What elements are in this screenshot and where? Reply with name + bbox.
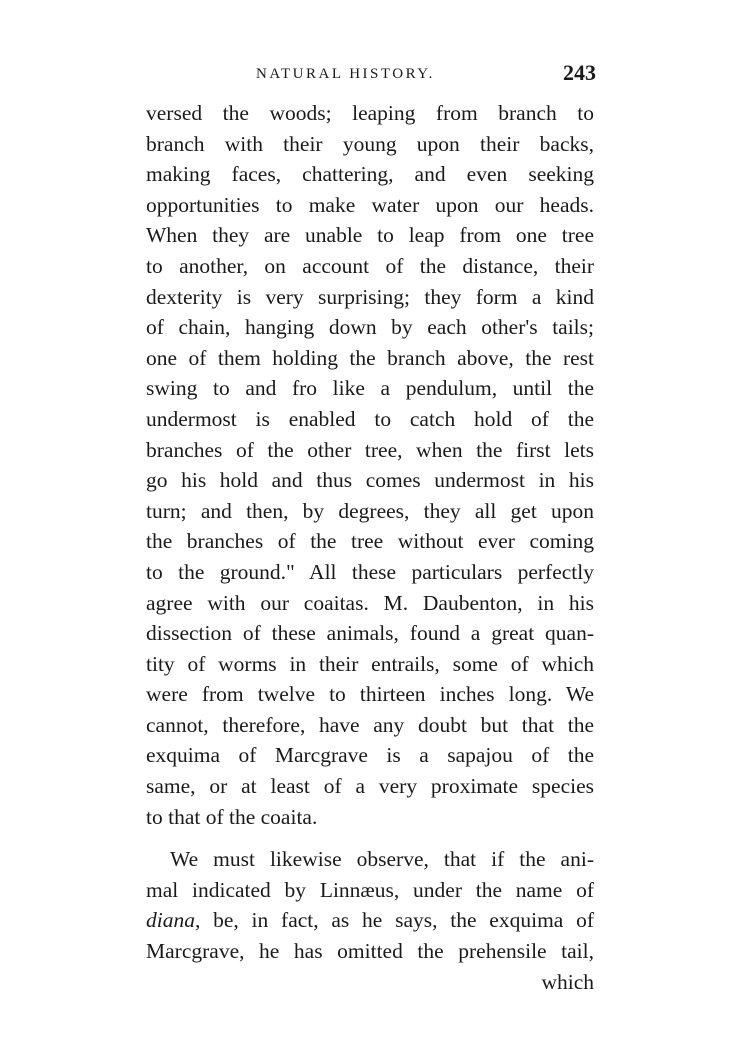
page-number: 243 bbox=[563, 60, 596, 85]
text-line: undermost is enabled to catch hold of the bbox=[146, 406, 594, 431]
text-line: When they are unable to leap from one tree bbox=[146, 223, 594, 248]
text-line-with-italic bbox=[146, 905, 594, 936]
catchword: which bbox=[541, 969, 594, 994]
text-line: the branches of the tree without ever coming bbox=[146, 529, 594, 554]
book-page bbox=[146, 58, 594, 997]
text-line: tity of worms in their entrails, some of which bbox=[146, 651, 594, 676]
text-line: We must likewise observe, that if the ani- bbox=[170, 847, 594, 872]
text-line: were from twelve to thirteen inches long. We bbox=[146, 682, 594, 707]
text-line: turn; and then, by degrees, they all get upon bbox=[146, 498, 594, 523]
paragraph-2 bbox=[146, 844, 594, 966]
text-line: dexterity is very surprising; they form a kind bbox=[146, 284, 594, 309]
text-line: to another, on account of the distance, their bbox=[146, 253, 594, 278]
text-line: one of them holding the branch above, the rest bbox=[146, 345, 594, 370]
text-line: to that of the coaita. bbox=[146, 804, 318, 829]
text-line: dissection of these animals, found a great quan- bbox=[146, 621, 594, 646]
paragraph-1 bbox=[146, 98, 594, 832]
text-line: mal indicated by Linnæus, under the name of bbox=[146, 877, 594, 902]
text-line: same, or at least of a very proximate species bbox=[146, 774, 594, 799]
text-line: exquima of Marcgrave is a sapajou of the bbox=[146, 743, 594, 768]
text-line: branch with their young upon their backs, bbox=[146, 131, 594, 156]
italic-word: diana, bbox=[146, 908, 201, 933]
text-line: agree with our coaitas. M. Daubenton, in his bbox=[146, 590, 594, 615]
text-line: go his hold and thus comes undermost in his bbox=[146, 468, 594, 493]
text-line: of chain, hanging down by each other's tails; bbox=[146, 315, 594, 340]
text-line: to the ground." All these particulars perfectly bbox=[146, 559, 594, 584]
text-line: cannot, therefore, have any doubt but that the bbox=[146, 712, 594, 737]
text-line: swing to and fro like a pendulum, until the bbox=[146, 376, 594, 401]
running-title: NATURAL HISTORY. bbox=[256, 66, 435, 82]
text-line: Marcgrave, he has omitted the prehensile tail, bbox=[146, 939, 594, 964]
running-head bbox=[146, 58, 594, 98]
text-line: versed the woods; leaping from branch to bbox=[146, 101, 594, 125]
text-line: making faces, chattering, and even seeking bbox=[146, 162, 594, 187]
text-line: opportunities to make water upon our heads. bbox=[146, 192, 594, 217]
text-fragment: be, in fact, as he says, the exquima of bbox=[213, 908, 595, 933]
text-line: branches of the other tree, when the first lets bbox=[146, 437, 594, 462]
